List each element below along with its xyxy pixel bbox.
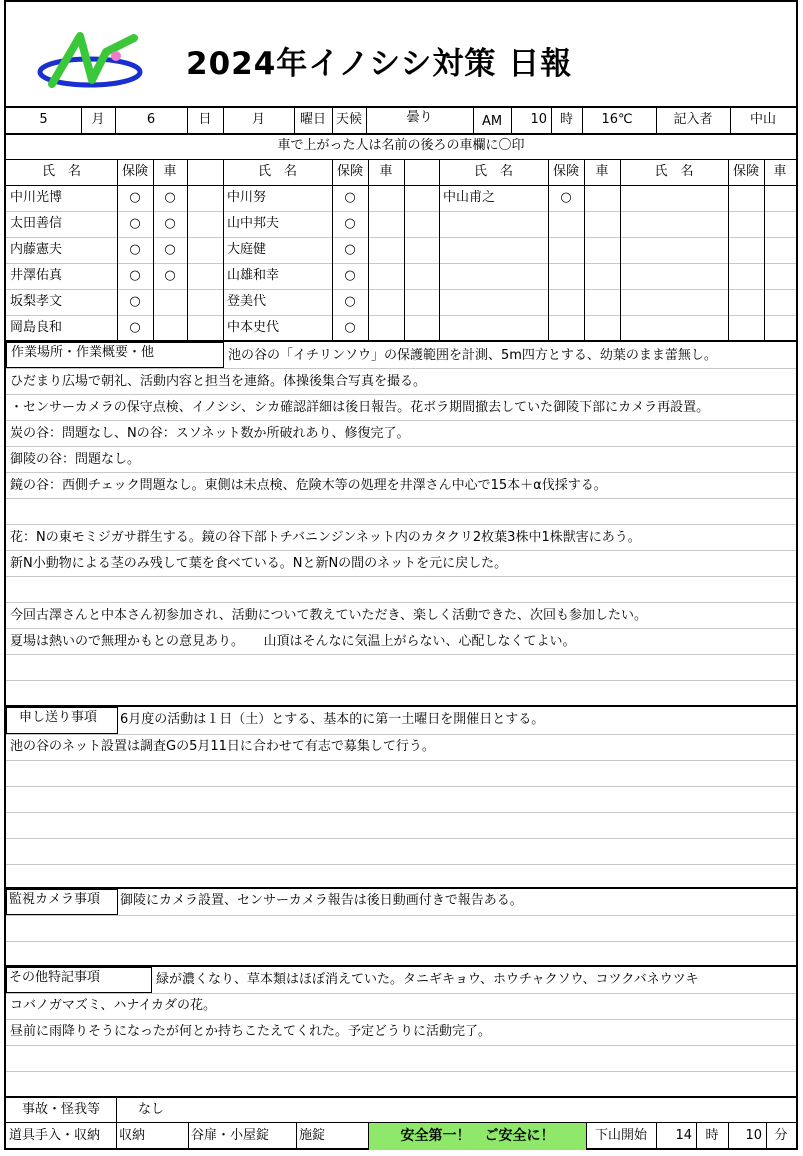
- work-section-label: 作業場所・作業概要・他: [6, 342, 224, 368]
- ampm-value: AM: [481, 114, 503, 129]
- member-name: 登美代: [227, 294, 267, 309]
- insurance-mark: ○: [129, 268, 141, 283]
- car-note: 車で上がった人は名前の後ろの車欄に〇印: [277, 138, 525, 153]
- other-label: その他特記事項: [6, 967, 152, 993]
- car-mark: ○: [164, 242, 176, 257]
- weekday-value: 月: [251, 112, 265, 127]
- insurance-mark: ○: [129, 216, 141, 231]
- header-insurance-3: 保険: [552, 164, 579, 179]
- work-line: 花：Nの東モミジガサ群生する。鏡の谷下部トチバニンジンネット内のカタクリ2枚葉3株中1株獣害にあう。: [10, 530, 641, 545]
- handover-line: 池の谷のネット設置は調査Gの5月11日に合わせて有志で募集して行う。: [10, 739, 435, 754]
- header-car-1: 車: [163, 164, 177, 179]
- hour-unit-footer: 時: [705, 1128, 719, 1143]
- camera-label: 監視カメラ事項: [6, 889, 118, 915]
- work-line: 今回古澤さんと中本さん初参加され、活動について教えていただき、楽しく活動できた、次回も参加したい。: [10, 608, 648, 623]
- insurance-mark: ○: [344, 190, 356, 205]
- daily-report-sheet: [4, 0, 798, 1150]
- member-name: 山雄和幸: [227, 268, 280, 283]
- logo-icon: [36, 30, 146, 92]
- accident-label: 事故・怪我等: [21, 1102, 100, 1117]
- safety-text: 安全第一！ ご安全に！: [400, 1128, 555, 1144]
- door-value: 施錠: [299, 1128, 326, 1143]
- month-unit: 月: [91, 112, 105, 127]
- recorder-value: 中山: [749, 112, 776, 127]
- temperature-unit: ℃: [618, 112, 633, 127]
- work-line: ・センサーカメラの保守点検、イノシシ、シカ確認詳細は後日報告。花ボラ期間撤去していた御陵下部にカメラ再設置。: [10, 400, 710, 415]
- insurance-mark: ○: [129, 190, 141, 205]
- tools-value: 収納: [119, 1128, 146, 1143]
- safety-banner: [369, 1123, 586, 1150]
- member-name: 太田善信: [10, 216, 63, 231]
- weekday-label: 曜日: [299, 112, 326, 127]
- header-name-2: 氏 名: [257, 164, 297, 179]
- recorder-label: 記入者: [673, 112, 713, 127]
- temperature-value: 16: [601, 112, 618, 127]
- member-name: 中山甫之: [443, 190, 496, 205]
- header-car-2: 車: [379, 164, 393, 179]
- member-name: 井澤佑真: [10, 268, 63, 283]
- work-line: 炭の谷：問題なし、Nの谷：スソネット数か所破れあり、修復完了。: [10, 426, 410, 441]
- member-name: 中川光博: [10, 190, 63, 205]
- member-name: 岡島良和: [10, 320, 63, 335]
- minute-unit: 分: [774, 1128, 788, 1143]
- insurance-mark: ○: [129, 242, 141, 257]
- header-car-3: 車: [595, 164, 609, 179]
- member-name: 中川努: [227, 190, 267, 205]
- tools-label: 道具手入・収納: [9, 1128, 101, 1143]
- insurance-mark: ○: [344, 242, 356, 257]
- member-name: 大庭健: [227, 242, 267, 257]
- other-line: 昼前に雨降りそうになったが何とか持ちこたえてくれた。予定どうりに活動完了。: [10, 1024, 492, 1039]
- descent-label: 下山開始: [594, 1128, 647, 1143]
- insurance-mark: ○: [344, 294, 356, 309]
- hour-unit: 時: [559, 112, 573, 127]
- work-line: 夏場は熱いので無理かもとの意見あり。 山頂はそんなに気温上がらない、心配しなくてよい。: [10, 634, 576, 649]
- camera-line: 御陵にカメラ設置、センサーカメラ報告は後日動画付きで報告ある。: [120, 893, 523, 908]
- member-name: 内藤憲夫: [10, 242, 63, 257]
- work-line: ひだまり広場で朝礼、活動内容と担当を連絡。体操後集合写真を撮る。: [10, 374, 427, 389]
- header-insurance-2: 保険: [336, 164, 363, 179]
- descent-minute: 10: [745, 1128, 762, 1143]
- header-name-3: 氏 名: [473, 164, 513, 179]
- work-line: 池の谷の「イチリンソウ」の保護範囲を計測、5m四方とする、幼葉のまま蕾無し。: [228, 348, 717, 363]
- report-title: 2024年イノシシ対策 日報: [186, 46, 573, 82]
- day-unit: 日: [198, 112, 212, 127]
- member-name: 坂梨孝文: [10, 294, 63, 309]
- other-line: 緑が濃くなり、草本類はほぼ消えていた。タニギキョウ、ホウチャクソウ、コツクバネウツキ: [156, 972, 699, 987]
- work-line: 御陵の谷：問題なし。: [10, 452, 141, 467]
- door-label: 谷扉・小屋錠: [191, 1128, 270, 1143]
- handover-label: 申し送り事項: [6, 707, 118, 734]
- work-line: 鏡の谷：西側チェック問題なし。東側は未点検、危険木等の処理を井澤さん中心で15本＋α伐採する。: [10, 478, 607, 493]
- member-name: 山中邦夫: [227, 216, 280, 231]
- other-line: コバノガマズミ、ハナイカダの花。: [10, 998, 217, 1013]
- insurance-mark: ○: [129, 320, 141, 335]
- member-name: 中本史代: [227, 320, 280, 335]
- accident-value: なし: [138, 1102, 165, 1117]
- insurance-mark: ○: [344, 268, 356, 283]
- header-name-4: 氏 名: [654, 164, 694, 179]
- car-mark: ○: [164, 190, 176, 205]
- day-value: 6: [146, 112, 156, 127]
- insurance-mark: ○: [344, 320, 356, 335]
- work-line: 新N小動物による茎のみ残して葉を食べている。Nと新Nの間のネットを元に戻した。: [10, 556, 508, 571]
- weather-value: 曇り: [406, 110, 433, 125]
- descent-hour: 14: [675, 1128, 692, 1143]
- hour-value: 10: [530, 112, 547, 127]
- weather-label: 天候: [335, 112, 362, 127]
- handover-line: 6月度の活動は１日（土）とする、基本的に第一土曜日を開催日とする。: [120, 712, 545, 727]
- month-value: 5: [39, 112, 48, 127]
- header-insurance-1: 保険: [121, 164, 148, 179]
- insurance-mark: ○: [344, 216, 356, 231]
- insurance-mark: ○: [129, 294, 141, 309]
- insurance-mark: ○: [560, 190, 572, 205]
- car-mark: ○: [164, 268, 176, 283]
- header-insurance-4: 保険: [732, 164, 759, 179]
- header-name-1: 氏 名: [41, 164, 81, 179]
- car-mark: ○: [164, 216, 176, 231]
- header-car-4: 車: [773, 164, 787, 179]
